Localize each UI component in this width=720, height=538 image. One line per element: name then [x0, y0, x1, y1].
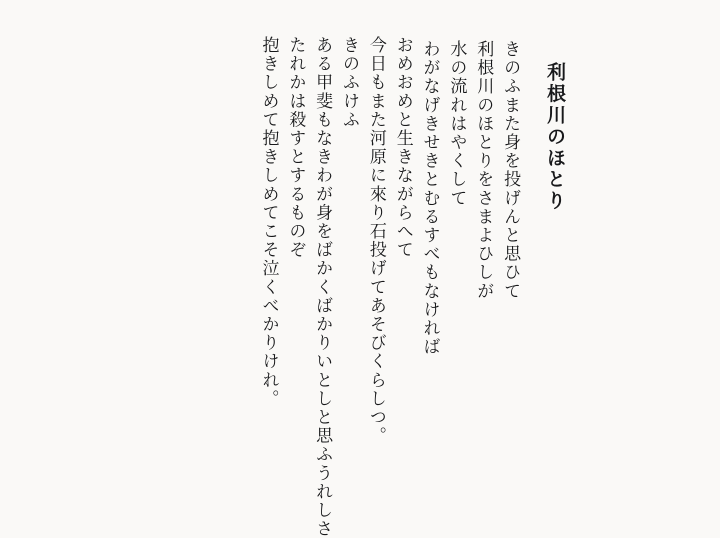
poem-container: [250, 18, 566, 538]
poem-title: 利根川のほとり: [544, 62, 566, 212]
poem-line-5: おめおめと生きながらへて: [392, 36, 413, 260]
poem-line-4: わがなげきせきとむるすべもなければ: [419, 40, 440, 357]
poem-line-2: 利根川のほとりをさまよひしが: [473, 40, 494, 301]
poem-line-3: 水の流れはやくして: [446, 40, 467, 208]
poem-line-7: きのふけふ: [339, 36, 359, 129]
poem-line-1: きのふまた身を投げんと思ひて: [500, 40, 521, 301]
poem-line-8: ある甲斐もなきわが身をばかくばかりいとしと思ふうれしさ: [312, 36, 333, 538]
poem-line-9: たれかは殺すとするものぞ: [285, 36, 306, 260]
poem-line-10: 抱きしめて抱きしめてこそ泣くべかりけれ。: [258, 36, 279, 408]
poem-line-6: 今日もまた河原に來り石投げてあそびくらしつ。: [365, 36, 386, 446]
